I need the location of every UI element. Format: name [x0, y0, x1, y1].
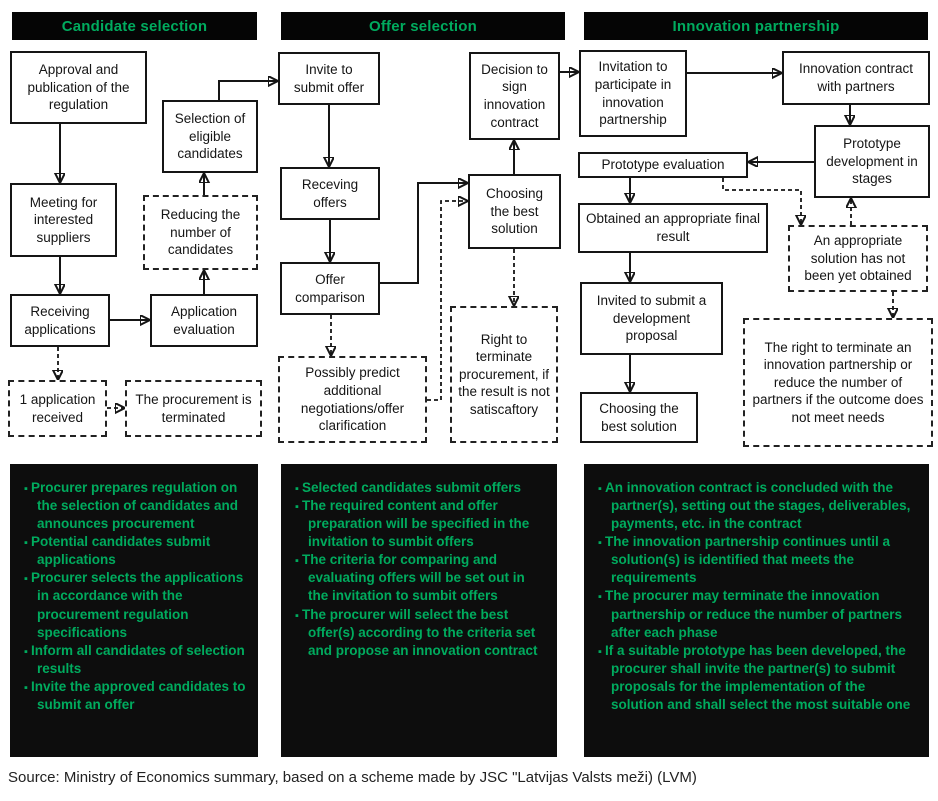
flow-node-receiving-offers: Receving offers	[280, 167, 380, 220]
flow-node-innovation-contract-partners: Innovation contract with partners	[782, 51, 930, 105]
flow-node-one-application-received: 1 application received	[8, 380, 107, 437]
flow-node-possibly-predict-negotiations: Possibly predict additional negotiations/offer clarification	[278, 356, 427, 443]
flow-node-invitation-participate: Invitation to participate in innovation partnership	[579, 50, 687, 137]
flow-node-decision-sign-contract: Decision to sign innovation contract	[469, 52, 560, 140]
flow-node-application-evaluation: Application evaluation	[150, 294, 258, 347]
bullet-item: ▪ The criteria for comparing and evaluating offers will be set out in the invitation to sumbit offers	[295, 551, 547, 605]
summary-panel-candidate-selection	[10, 464, 258, 757]
flow-node-prototype-development: Prototype development in stages	[814, 125, 930, 198]
phase-header-offer-selection: Offer selection	[281, 12, 565, 40]
flow-node-right-terminate-procurement: Right to terminate procurement, if the result is not satiscaftory	[450, 306, 558, 443]
bullet-item: ▪ The innovation partnership continues until a solution(s) is identified that meets the requirements	[598, 533, 919, 587]
bullet-item: ▪ Procurer prepares regulation on the selection of candidates and announces procurement	[24, 479, 248, 533]
phase-header-candidate-selection: Candidate selection	[12, 12, 257, 40]
bullet-item: ▪ The procurer will select the best offer(s) according to the criteria set and propose an innovation contract	[295, 606, 547, 660]
flow-node-invite-submit-offer: Invite to submit offer	[278, 52, 380, 105]
flow-node-invited-development-proposal: Invited to submit a development proposal	[580, 282, 723, 355]
bullet-item: ▪ The procurer may terminate the innovation partnership or reduce the number of partners after each phase	[598, 587, 919, 641]
bullet-item: ▪ Potential candidates submit applications	[24, 533, 248, 569]
bullet-item: ▪ An innovation contract is concluded with the partner(s), setting out the stages, deliverables, payments, etc. in the contract	[598, 479, 919, 533]
bullet-list	[598, 479, 919, 714]
flow-node-approval-publication: Approval and publication of the regulation	[10, 51, 147, 124]
flow-node-prototype-evaluation: Prototype evaluation	[578, 152, 748, 178]
flow-node-choosing-best-solution-offer: Choosing the best solution	[468, 174, 561, 249]
flow-node-solution-not-obtained: An appropriate solution has not been yet obtained	[788, 225, 928, 292]
flow-node-choosing-best-solution-partnership: Choosing the best solution	[580, 392, 698, 443]
summary-panel-offer-selection	[281, 464, 557, 757]
flow-node-obtained-final-result: Obtained an appropriate final result	[578, 203, 768, 253]
source-note: Source: Ministry of Economics summary, based on a scheme made by JSC "Latvijas Valsts meži) (LVM)	[8, 769, 697, 786]
bullet-item: ▪ If a suitable prototype has been developed, the procurer shall invite the partner(s) to submit proposals for the implementation of the solution and shall select the most suitable one	[598, 642, 919, 714]
flow-node-reducing-candidates: Reducing the number of candidates	[143, 195, 258, 270]
bullet-item: ▪ Inform all candidates of selection results	[24, 642, 248, 678]
bullet-item: ▪ Procurer selects the applications in accordance with the procurement regulation specifications	[24, 569, 248, 641]
flow-node-meeting-suppliers: Meeting for interested suppliers	[10, 183, 117, 257]
phase-header-innovation-partnership: Innovation partnership	[584, 12, 928, 40]
flow-node-receiving-applications: Receiving applications	[10, 294, 110, 347]
bullet-list	[295, 479, 547, 660]
summary-panel-innovation-partnership	[584, 464, 929, 757]
bullet-item: ▪ Selected candidates submit offers	[295, 479, 547, 497]
flow-node-offer-comparison: Offer comparison	[280, 262, 380, 315]
flow-node-selection-eligible-candidates: Selection of eligible candidates	[162, 100, 258, 173]
bullet-list	[24, 479, 248, 714]
flow-node-procurement-terminated: The procurement is terminated	[125, 380, 262, 437]
bullet-item: ▪ Invite the approved candidates to submit an offer	[24, 678, 248, 714]
flow-node-right-terminate-partnership: The right to terminate an innovation partnership or reduce the number of partners if the outcome does not meet needs	[743, 318, 933, 447]
bullet-item: ▪ The required content and offer preparation will be specified in the invitation to sumbit offers	[295, 497, 547, 551]
